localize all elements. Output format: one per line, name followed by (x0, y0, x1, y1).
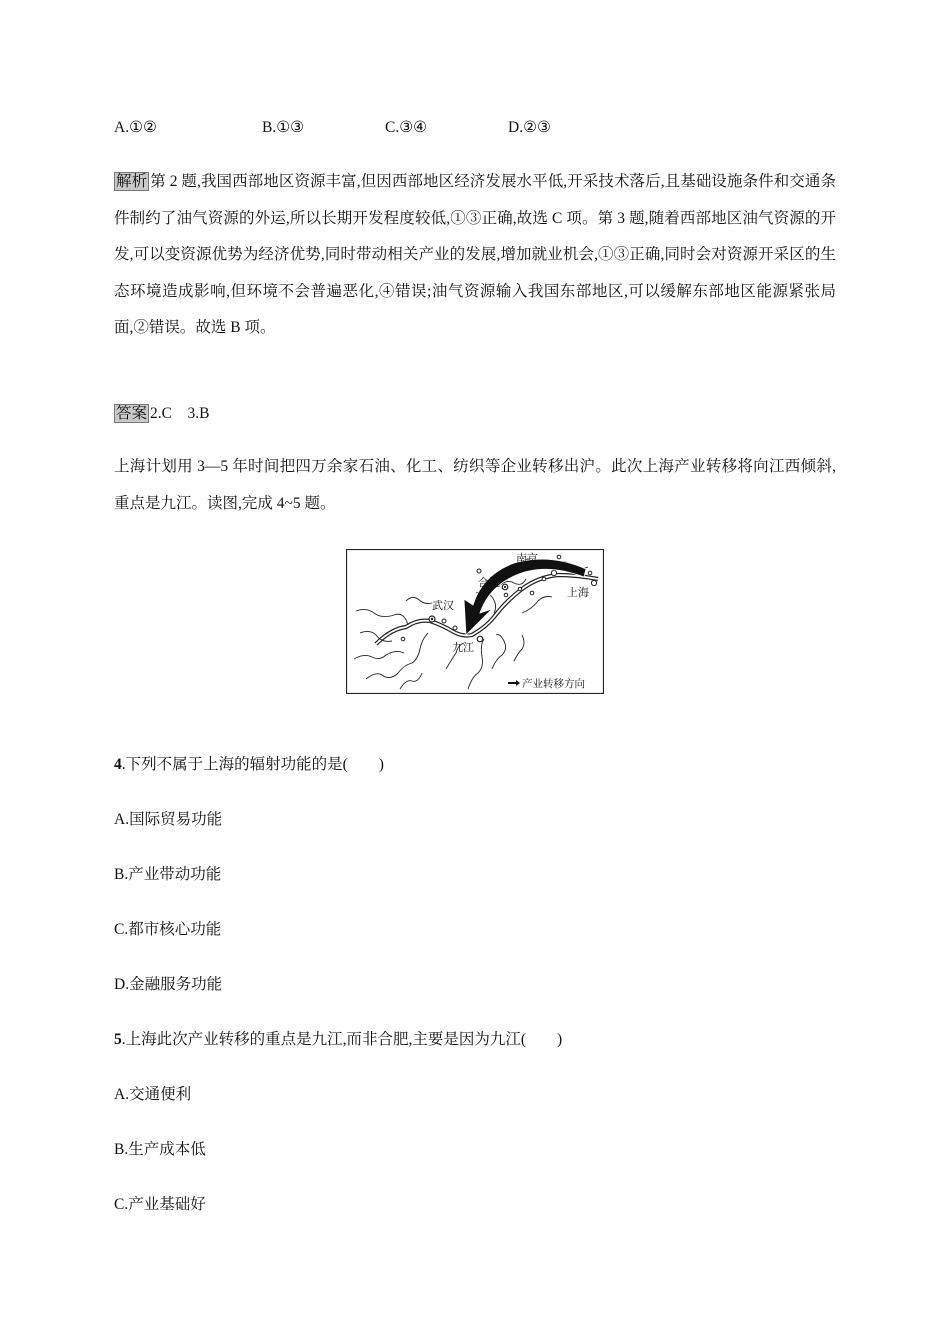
industry-transfer-map (346, 549, 604, 694)
option-d: D.②③ (508, 119, 551, 136)
answer-text: 2.C 3.B (150, 405, 210, 422)
q5-option-b: B.生产成本低 (114, 1141, 206, 1158)
option-c: C.③④ (385, 119, 428, 136)
intro-paragraph: 上海计划用 3—5 年时间把四万余家石油、化工、纺织等企业转移出沪。此次上海产业转移将向江西倾斜,重点是九江。读图,完成 4~5 题。 (114, 458, 836, 512)
q4-number: 4 (114, 756, 122, 773)
option-a: A.①② (114, 119, 157, 136)
answer-tag: 答案 (116, 405, 148, 422)
analysis-tag: 解析 (116, 173, 148, 190)
q5-option-a: A.交通便利 (114, 1086, 192, 1103)
city-label-shanghai: 上海 (567, 586, 589, 599)
legend-label: 产业转移方向 (522, 678, 585, 690)
city-label-wuhan: 武汉 (432, 599, 454, 612)
q5-option-c: C.产业基础好 (114, 1196, 206, 1213)
analysis-paragraph (114, 164, 836, 347)
city-label-nanjing: 南京 (516, 552, 538, 565)
q5-stem-text: .上海此次产业转移的重点是九江,而非合肥,主要是因为九江( ) (121, 1031, 563, 1048)
answer-line (114, 401, 209, 423)
q4-stem (114, 752, 384, 774)
q4-option-b: B.产业带动功能 (114, 866, 222, 883)
q4-option-c: C.都市核心功能 (114, 921, 222, 938)
q5-stem (114, 1027, 562, 1049)
q4-option-d: D.金融服务功能 (114, 976, 223, 993)
city-label-jiujiang: 九江 (452, 641, 474, 654)
city-label-hefei: 合肥 (478, 576, 500, 589)
option-b: B.①③ (262, 119, 305, 136)
analysis-text: 第 2 题,我国西部地区资源丰富,但因西部地区经济发展水平低,开采技术落后,且基础设施条件和交通条件制约了油气资源的外运,所以长期开发程度较低,①③正确,故选 C 项。第 3 题,随着西部地区油气资源的开发,可以变资源优势为经济优势,同时带动相关产业的发展,增加就业机会,①③正确,同时会对资源开采区的生态环境造成影响,但环境不会普遍恶化,④错误;油气资源输入我国东部地区,可以缓解东部地区能源紧张局面,②错误。故选 B 项。 (114, 173, 836, 336)
q4-stem-text: .下列不属于上海的辐射功能的是( ) (121, 756, 384, 773)
q5-number: 5 (114, 1031, 122, 1048)
q4-option-a: A.国际贸易功能 (114, 811, 223, 828)
